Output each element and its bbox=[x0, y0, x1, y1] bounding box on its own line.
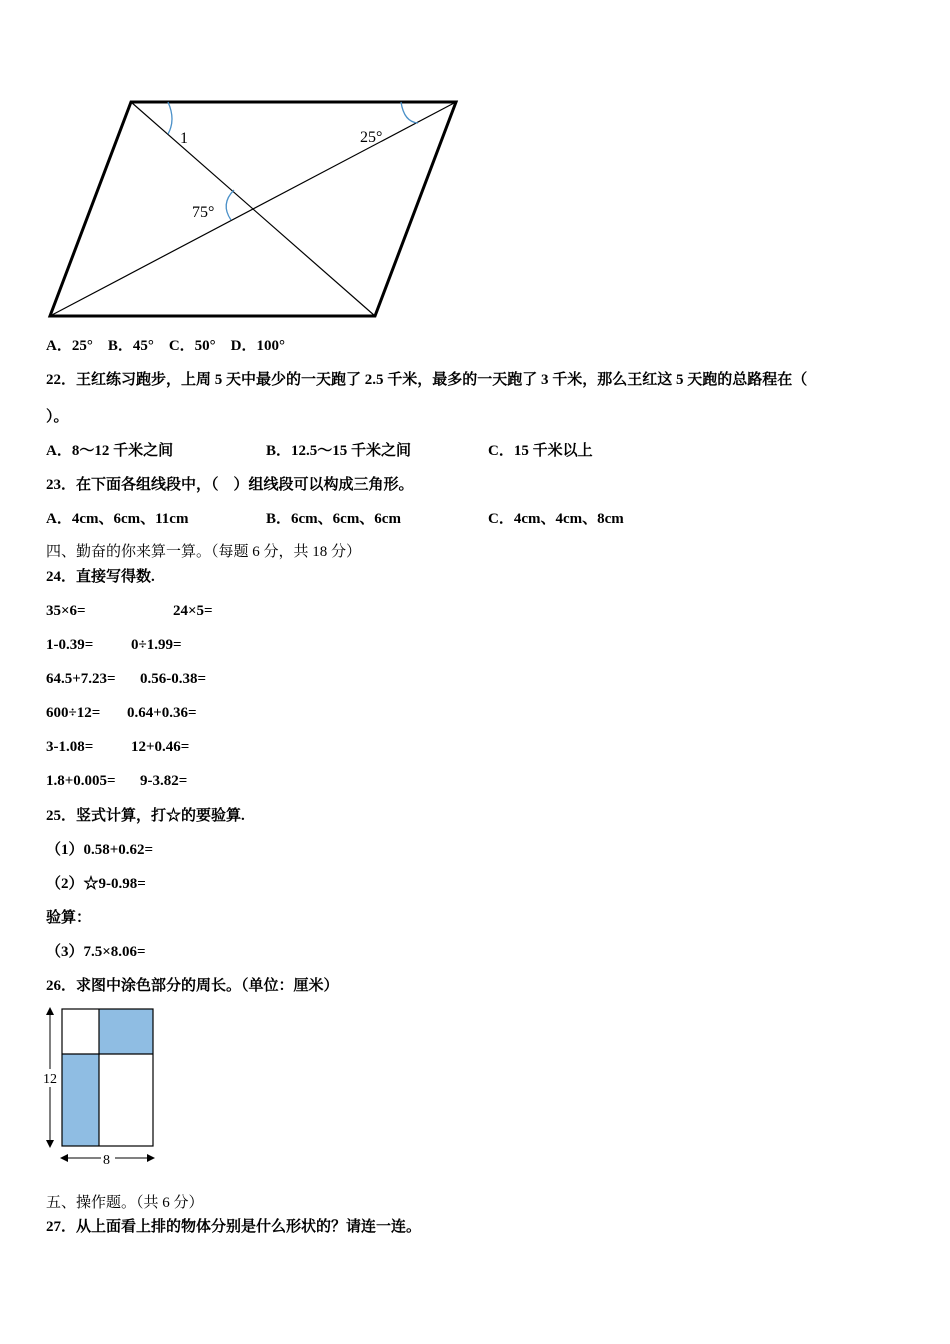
q22-option-a: A．8～12 千米之间 bbox=[46, 443, 174, 459]
q24-row3-left: 64.5+7.23= bbox=[46, 671, 116, 687]
q25-item2: （2）☆9-0.98= bbox=[46, 876, 146, 892]
q22-text-line2: ）。 bbox=[46, 409, 69, 425]
q23-option-b: B．6cm、6cm、6cm bbox=[266, 511, 401, 527]
angle-label-25: 25° bbox=[360, 129, 383, 146]
section-4-heading: 四、勤奋的你来算一算。（每题 6 分，共 18 分） bbox=[46, 544, 362, 560]
angle-arc-25 bbox=[401, 102, 418, 123]
height-label: 12 bbox=[43, 1072, 57, 1087]
angle-label-75: 75° bbox=[192, 204, 215, 221]
shaded-rectangle-figure bbox=[40, 1005, 165, 1167]
q25-check-label: 验算： bbox=[46, 910, 92, 926]
q24-row2-right: 0÷1.99= bbox=[131, 637, 182, 653]
angle-label-1: 1 bbox=[180, 130, 188, 147]
q21-options: A．25° B．45° C．50° D．100° bbox=[46, 338, 285, 354]
q24-row1-right: 24×5= bbox=[173, 603, 213, 619]
q25-item1: （1）0.58+0.62= bbox=[46, 842, 154, 858]
q27-text: 27．从上面看上排的物体分别是什么形状的？请连一连。 bbox=[46, 1219, 422, 1235]
q23-option-a: A．4cm、6cm、11cm bbox=[46, 511, 189, 527]
angle-arc-75 bbox=[226, 190, 234, 220]
q24-row6-left: 1.8+0.005= bbox=[46, 773, 116, 789]
q24-row4-left: 600÷12= bbox=[46, 705, 101, 721]
q24-row4-right: 0.64+0.36= bbox=[127, 705, 197, 721]
q23-text: 23．在下面各组线段中，（ ）组线段可以构成三角形。 bbox=[46, 477, 414, 493]
q22-option-c: C．15 千米以上 bbox=[488, 443, 593, 459]
q26-text: 26．求图中涂色部分的周长。（单位：厘米） bbox=[46, 978, 339, 994]
q24-row3-right: 0.56-0.38= bbox=[140, 671, 207, 687]
q24-text: 24．直接写得数. bbox=[46, 569, 155, 585]
angle-arc-1 bbox=[168, 102, 172, 134]
q24-row5-right: 12+0.46= bbox=[131, 739, 190, 755]
parallelogram-figure bbox=[40, 92, 470, 324]
q22-option-b: B．12.5～15 千米之间 bbox=[266, 443, 412, 459]
shaded-region-top bbox=[99, 1009, 153, 1054]
width-label: 8 bbox=[103, 1153, 110, 1167]
q24-row5-left: 3-1.08= bbox=[46, 739, 94, 755]
section-5-heading: 五、操作题。（共 6 分） bbox=[46, 1195, 204, 1211]
q24-row2-left: 1-0.39= bbox=[46, 637, 94, 653]
q25-text: 25．竖式计算，打☆的要验算. bbox=[46, 808, 245, 824]
shaded-region-left bbox=[62, 1054, 99, 1146]
q24-row6-right: 9-3.82= bbox=[140, 773, 188, 789]
q24-row1-left: 35×6= bbox=[46, 603, 86, 619]
q25-item3: （3）7.5×8.06= bbox=[46, 944, 146, 960]
diagonal-2 bbox=[50, 102, 456, 316]
q22-text-line1: 22．王红练习跑步，上周 5 天中最少的一天跑了 2.5 千米，最多的一天跑了 3 千米，那么王红这 5 天跑的总路程在（ bbox=[46, 372, 808, 388]
q23-option-c: C．4cm、4cm、8cm bbox=[488, 511, 624, 527]
